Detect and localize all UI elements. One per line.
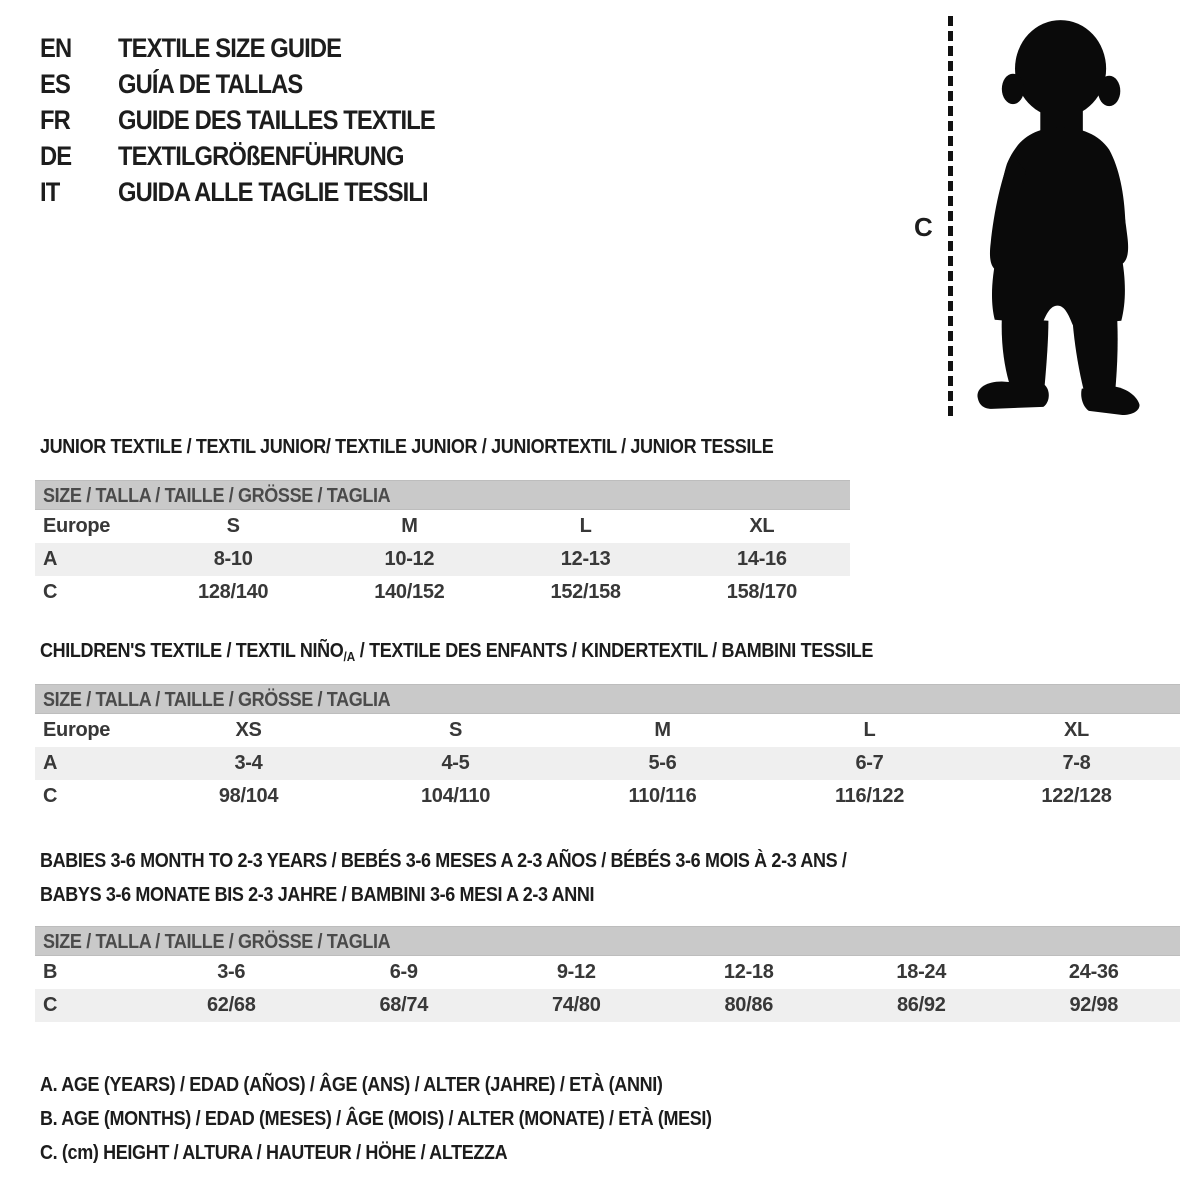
table-cell: 12-13 — [560, 548, 611, 570]
height-measure-label: C — [914, 212, 933, 242]
table-cell: 140/152 — [374, 581, 445, 603]
language-list — [40, 30, 478, 210]
row-label: Europe — [43, 515, 111, 537]
table-cell: 62/68 — [206, 994, 256, 1016]
table-cell: 104/110 — [420, 785, 491, 807]
table-cell: 24-36 — [1068, 961, 1119, 983]
footnote-b: B. AGE (MONTHS) / EDAD (MESES) / ÂGE (MOIS) / ALTER (MONATE) / ETÀ (MESI) — [40, 1107, 712, 1130]
table-cell: 3-4 — [234, 752, 263, 774]
babies-table-size-header: SIZE / TALLA / TAILLE / GRÖSSE / TAGLIA — [35, 926, 1180, 956]
row-label: Europe — [43, 719, 111, 741]
table-cell: XS — [235, 719, 262, 741]
row-label: C — [43, 994, 58, 1016]
table-cell: 68/74 — [379, 994, 429, 1016]
table-row — [35, 989, 1180, 1022]
language-code: IT — [40, 176, 60, 207]
table-row — [35, 510, 850, 543]
table-cell: L — [863, 719, 876, 741]
table-cell: 110/116 — [628, 785, 697, 807]
table-cell: S — [226, 515, 240, 537]
table-cell: 3-6 — [217, 961, 246, 983]
nino-a-subscript: /A — [343, 649, 356, 664]
language-code: EN — [40, 32, 72, 63]
table-cell: 8-10 — [213, 548, 253, 570]
table-row — [35, 576, 850, 609]
table-cell: XL — [749, 515, 775, 537]
footnote-a: A. AGE (YEARS) / EDAD (AÑOS) / ÂGE (ANS) / ALTER (JAHRE) / ETÀ (ANNI) — [40, 1073, 663, 1096]
language-label: TEXTILE SIZE GUIDE — [118, 32, 342, 63]
table-cell: 74/80 — [551, 994, 601, 1016]
row-label: A — [43, 548, 58, 570]
language-row-it — [40, 174, 478, 210]
language-label: GUIDA ALLE TAGLIE TESSILI — [118, 176, 428, 207]
children-table-size-header: SIZE / TALLA / TAILLE / GRÖSSE / TAGLIA — [35, 684, 1180, 714]
table-cell: M — [654, 719, 671, 741]
table-cell: 128/140 — [198, 581, 269, 603]
language-row-en — [40, 30, 478, 66]
row-label: C — [43, 785, 58, 807]
table-cell: 98/104 — [218, 785, 279, 807]
table-cell: 4-5 — [441, 752, 470, 774]
table-cell: S — [448, 719, 463, 741]
table-cell: 116/122 — [834, 785, 905, 807]
table-cell: 14-16 — [737, 548, 787, 570]
table-cell: 158/170 — [726, 581, 797, 603]
language-label: GUÍA DE TALLAS — [118, 68, 303, 99]
language-code: DE — [40, 140, 72, 171]
table-row — [35, 956, 1180, 989]
children-section-title: CHILDREN'S TEXTILE / TEXTIL $NIÑO_{/A}$ / TEXTILE DES ENFANTS / KINDERTEXTIL / BAMBINI TESSILE — [40, 640, 874, 664]
table-cell: 86/92 — [896, 994, 946, 1016]
table-cell: 80/86 — [724, 994, 774, 1016]
language-row-es — [40, 66, 478, 102]
table-cell: L — [579, 515, 592, 537]
children-size-table — [35, 684, 1180, 813]
junior-section-title: JUNIOR TEXTILE / TEXTIL JUNIOR/ TEXTILE JUNIOR / JUNIORTEXTIL / JUNIOR TESSILE — [40, 436, 774, 458]
table-cell: XL — [1064, 719, 1089, 741]
row-label: C — [43, 581, 58, 603]
table-cell: 9-12 — [556, 961, 596, 983]
table-cell: 12-18 — [723, 961, 774, 983]
table-cell: 5-6 — [648, 752, 677, 774]
table-cell: 92/98 — [1069, 994, 1119, 1016]
language-row-de — [40, 138, 478, 174]
table-cell: 6-9 — [389, 961, 418, 983]
junior-table-size-header: SIZE / TALLA / TAILLE / GRÖSSE / TAGLIA — [35, 480, 850, 510]
table-cell: 18-24 — [896, 961, 947, 983]
table-cell: M — [401, 515, 418, 537]
table-cell: 10-12 — [384, 548, 435, 570]
table-cell: 152/158 — [550, 581, 621, 603]
table-cell: 6-7 — [855, 752, 884, 774]
table-cell: 7-8 — [1062, 752, 1091, 774]
language-label: GUIDE DES TAILLES TEXTILE — [118, 104, 435, 135]
babies-size-table — [35, 926, 1180, 1022]
row-label: B — [43, 961, 58, 983]
row-label: A — [43, 752, 58, 774]
height-measure-dashed-line — [948, 16, 953, 416]
toddler-silhouette-icon — [958, 14, 1153, 419]
table-row — [35, 714, 1180, 747]
language-code: ES — [40, 68, 70, 99]
babies-section-title-line2: BABYS 3-6 MONATE BIS 2-3 JAHRE / BAMBINI 3-6 MESI A 2-3 ANNI — [40, 884, 595, 906]
babies-section-title-line1: BABIES 3-6 MONTH TO 2-3 YEARS / BEBÉS 3-6 MESES A 2-3 AÑOS / BÉBÉS 3-6 MOIS À 2-3 ANS / — [40, 850, 847, 872]
footnote-c: C. (cm) HEIGHT / ALTURA / HAUTEUR / HÖHE / ALTEZZA — [40, 1141, 508, 1164]
language-row-fr — [40, 102, 478, 138]
table-row — [35, 747, 1180, 780]
language-label: TEXTILGRÖßENFÜHRUNG — [118, 140, 404, 171]
junior-size-table — [35, 480, 850, 609]
table-cell: 122/128 — [1041, 785, 1112, 807]
footnotes — [40, 1068, 786, 1170]
language-code: FR — [40, 104, 70, 135]
table-row — [35, 780, 1180, 813]
table-row — [35, 543, 850, 576]
